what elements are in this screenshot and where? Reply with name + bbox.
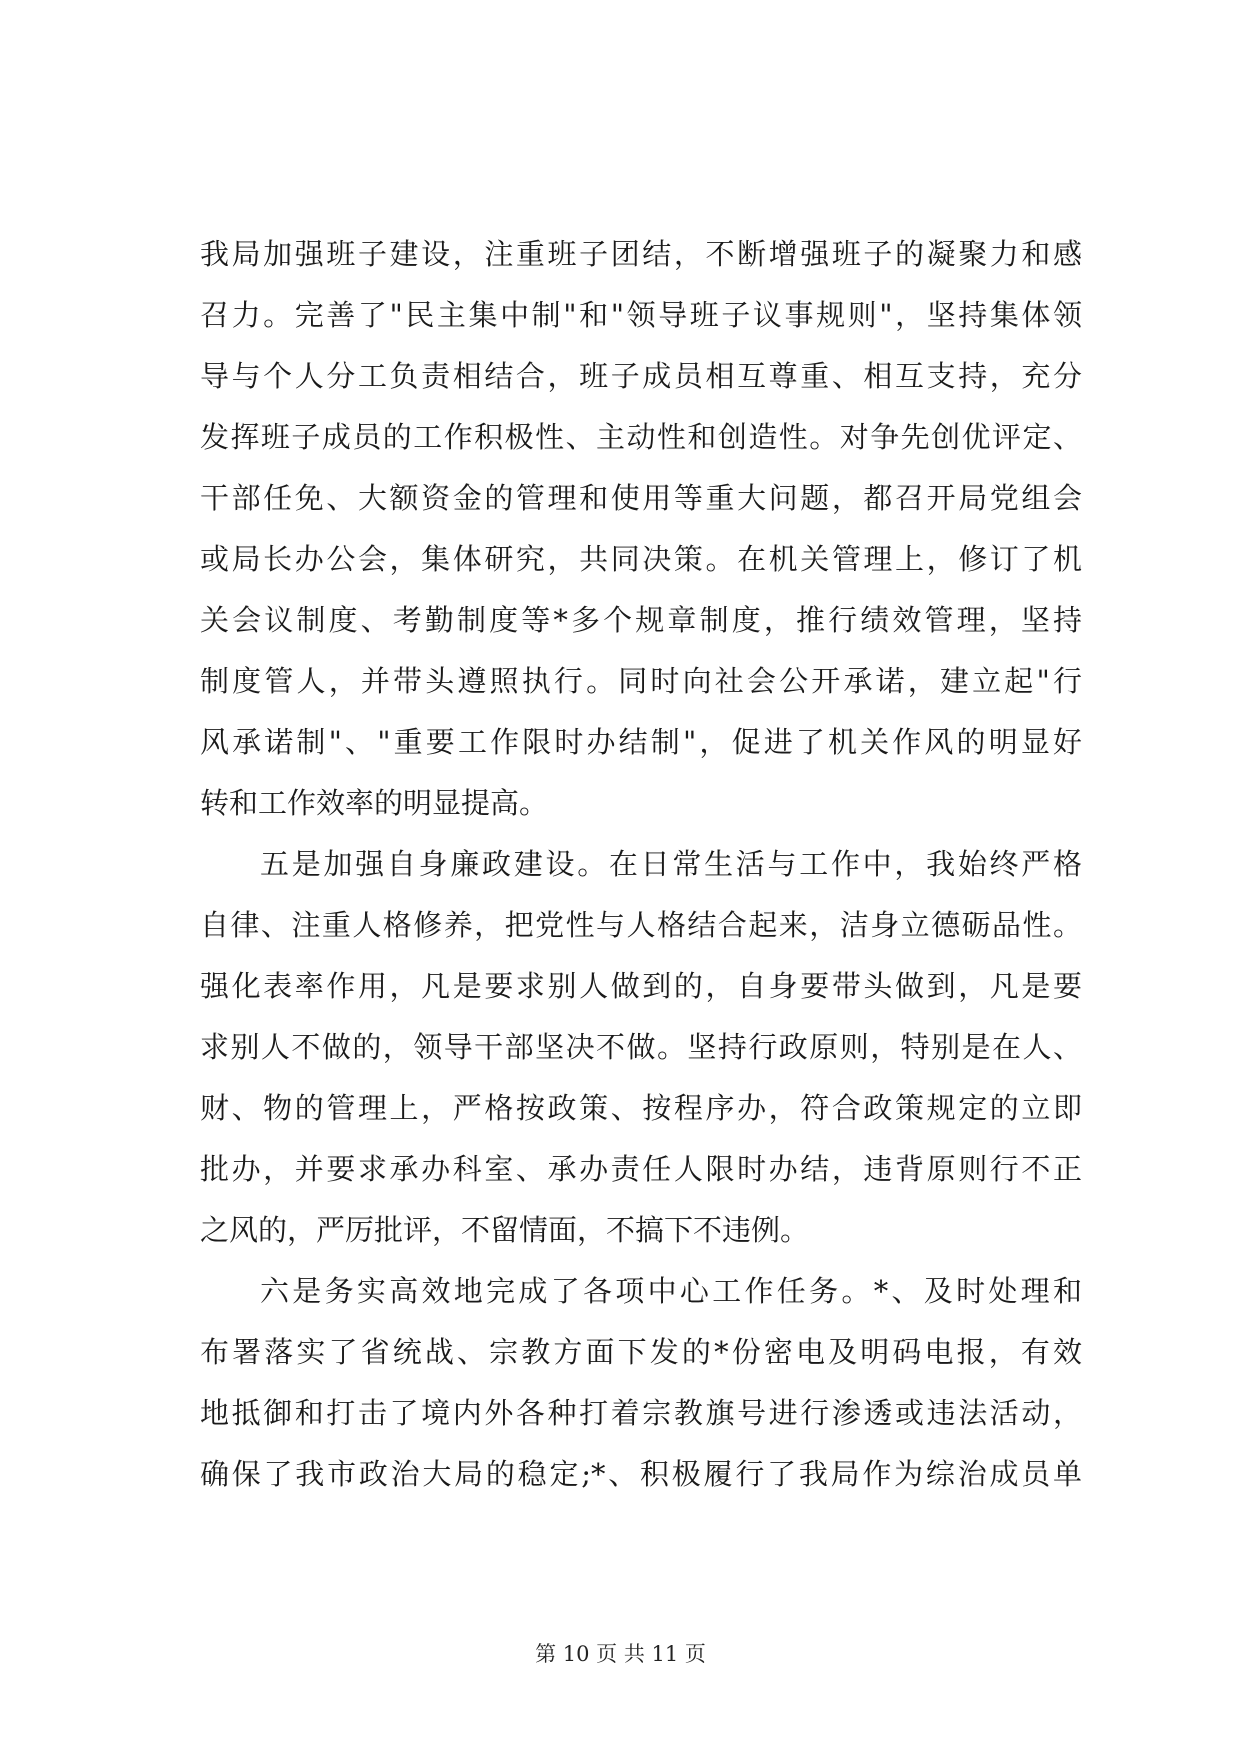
- document-body: [200, 224, 1082, 1505]
- text-line: 确保了我市政治大局的稳定;*、积极履行了我局作为综治成员单: [200, 1457, 1082, 1491]
- text-line: 转和工作效率的明显提高。: [200, 786, 549, 820]
- text-line: 地抵御和打击了境内外各种打着宗教旗号进行渗透或违法活动，: [200, 1396, 1082, 1430]
- text-line: 导与个人分工负责相结合，班子成员相互尊重、相互支持，充分: [200, 359, 1082, 393]
- text-line: 财、物的管理上，严格按政策、按程序办，符合政策规定的立即: [200, 1091, 1082, 1125]
- paragraph: [200, 224, 1082, 834]
- text-line: 布署落实了省统战、宗教方面下发的*份密电及明码电报，有效: [200, 1335, 1082, 1369]
- paragraph: [200, 834, 1082, 1261]
- paragraph: [200, 1261, 1082, 1505]
- text-line: 风承诺制"、"重要工作限时办结制"，促进了机关作风的明显好: [200, 725, 1082, 759]
- page-footer: [0, 1640, 1241, 1668]
- text-line: 强化表率作用，凡是要求别人做到的，自身要带头做到，凡是要: [200, 969, 1082, 1003]
- text-line: 发挥班子成员的工作积极性、主动性和创造性。对争先创优评定、: [200, 420, 1082, 454]
- text-line: 制度管人，并带头遵照执行。同时向社会公开承诺，建立起"行: [200, 664, 1082, 698]
- text-line: 召力。完善了"民主集中制"和"领导班子议事规则"，坚持集体领: [200, 298, 1082, 332]
- text-line: 自律、注重人格修养，把党性与人格结合起来，洁身立德砺品性。: [200, 908, 1082, 942]
- text-line: 之风的，严厉批评，不留情面，不搞下不违例。: [200, 1213, 810, 1247]
- text-line: 批办，并要求承办科室、承办责任人限时办结，违背原则行不正: [200, 1152, 1082, 1186]
- text-line: 我局加强班子建设，注重班子团结，不断增强班子的凝聚力和感: [200, 237, 1082, 271]
- text-line: 干部任免、大额资金的管理和使用等重大问题，都召开局党组会: [200, 481, 1082, 515]
- text-line: 六是务实高效地完成了各项中心工作任务。*、及时处理和: [260, 1274, 1082, 1308]
- text-line: 关会议制度、考勤制度等*多个规章制度，推行绩效管理，坚持: [200, 603, 1082, 637]
- text-line: 求别人不做的，领导干部坚决不做。坚持行政原则，特别是在人、: [200, 1030, 1082, 1064]
- text-line: 五是加强自身廉政建设。在日常生活与工作中，我始终严格: [260, 847, 1082, 881]
- text-line: 或局长办公会，集体研究，共同决策。在机关管理上，修订了机: [200, 542, 1082, 576]
- page-number-label: 第 10 页 共 11 页: [535, 1642, 706, 1666]
